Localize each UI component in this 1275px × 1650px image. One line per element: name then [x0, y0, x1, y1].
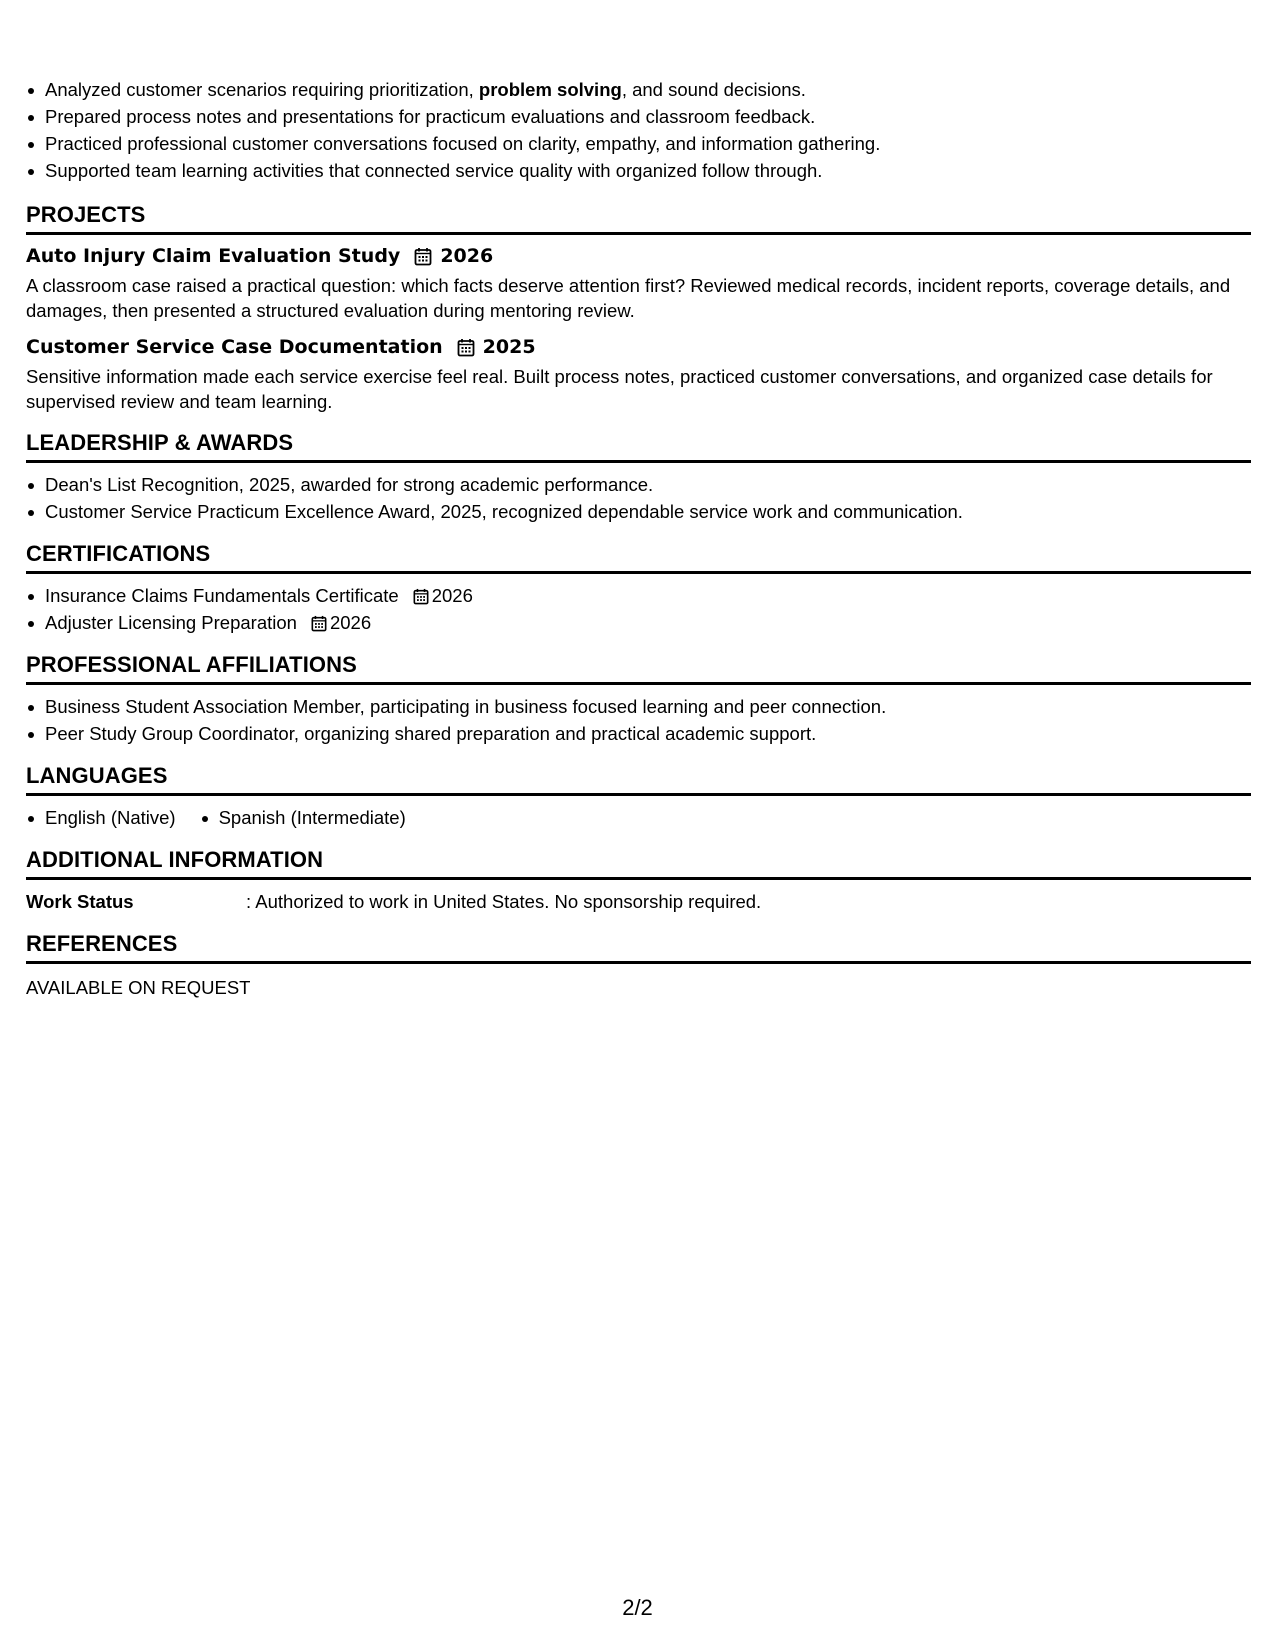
section-title: PROJECTS	[26, 202, 1251, 235]
info-label: Work Status	[26, 891, 134, 912]
certification-name: Insurance Claims Fundamentals Certificate	[45, 585, 399, 606]
page-number: 2/2	[622, 1595, 653, 1620]
calendar-icon	[311, 615, 327, 632]
list-item: Supported team learning activities that connected service quality with organized follow through.	[26, 157, 1251, 184]
info-value: : Authorized to work in United States. No sponsorship required.	[246, 891, 762, 912]
section-title: ADDITIONAL INFORMATION	[26, 847, 1251, 880]
resume-page	[26, 76, 1251, 1001]
projects-section	[26, 202, 1251, 414]
list-item	[26, 582, 1251, 609]
list-item: Business Student Association Member, participating in business focused learning and peer connection.	[26, 693, 1251, 720]
list-item: Prepared process notes and presentations for practicum evaluations and classroom feedback.	[26, 103, 1251, 130]
list-item: Analyzed customer scenarios requiring prioritization, problem solving, and sound decisions.	[26, 76, 1251, 103]
project-name: Customer Service Case Documentation	[26, 336, 443, 358]
list-item: English (Native)	[26, 804, 176, 831]
additional-info-section	[26, 847, 1251, 915]
list-item: Practiced professional customer conversations focused on clarity, empathy, and information gathering.	[26, 130, 1251, 157]
project-item	[26, 334, 1251, 414]
section-title: LANGUAGES	[26, 763, 1251, 796]
project-description: A classroom case raised a practical question: which facts deserve attention first? Reviewed medical records, incident reports, coverage details, and damages, then presented a structured evaluation during mentoring review.	[26, 275, 1231, 321]
calendar-icon	[413, 588, 429, 605]
affiliations-section	[26, 652, 1251, 747]
list-item	[26, 609, 1251, 636]
certifications-section	[26, 541, 1251, 636]
section-title: PROFESSIONAL AFFILIATIONS	[26, 652, 1251, 685]
languages-section	[26, 763, 1251, 831]
certification-year: 2026	[431, 585, 473, 606]
calendar-icon	[414, 247, 432, 266]
project-year: 2025	[482, 336, 536, 358]
info-row	[26, 888, 1251, 915]
project-name: Auto Injury Claim Evaluation Study	[26, 245, 401, 267]
calendar-icon	[457, 338, 475, 357]
certification-name: Adjuster Licensing Preparation	[45, 612, 297, 633]
references-section	[26, 931, 1251, 1001]
list-item: Customer Service Practicum Excellence Award, 2025, recognized dependable service work and communication.	[26, 498, 1251, 525]
list-item: Spanish (Intermediate)	[200, 804, 406, 831]
references-text: AVAILABLE ON REQUEST	[26, 977, 251, 998]
section-title: CERTIFICATIONS	[26, 541, 1251, 574]
section-title: LEADERSHIP & AWARDS	[26, 430, 1251, 463]
experience-bullets	[26, 76, 1251, 184]
project-year: 2026	[440, 245, 494, 267]
list-item: Peer Study Group Coordinator, organizing shared preparation and practical academic support.	[26, 720, 1251, 747]
section-title: REFERENCES	[26, 931, 1251, 964]
list-item: Dean's List Recognition, 2025, awarded for strong academic performance.	[26, 471, 1251, 498]
project-item	[26, 243, 1251, 323]
project-description: Sensitive information made each service exercise feel real. Built process notes, practiced customer conversations, and organized case details for supervised review and team learning.	[26, 366, 1213, 412]
leadership-section	[26, 430, 1251, 525]
certification-year: 2026	[329, 612, 372, 633]
